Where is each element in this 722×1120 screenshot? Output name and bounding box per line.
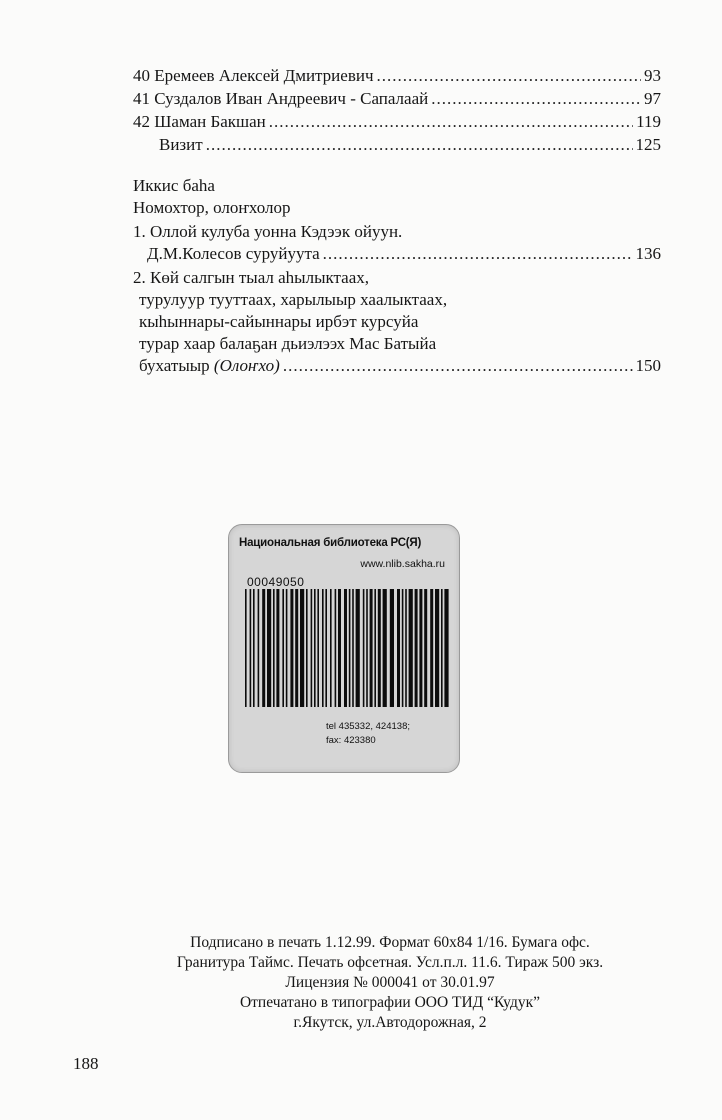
toc-item-1 (133, 222, 661, 266)
item-text: кыһыннары-сайыннары ирбэт курсуйа (139, 312, 419, 331)
barcode-bar (286, 589, 288, 707)
imprint-line: Гранитура Таймс. Печать офсетная. Усл.п.л. 11.6. Тираж 500 экз. (176, 954, 604, 971)
item-text: турулуур тууттаах, харылыыр хаалыктаах, (139, 290, 448, 309)
item-line (133, 312, 661, 334)
barcode-bar (349, 589, 351, 707)
section-title: Иккис баһа (133, 176, 215, 195)
toc-leader-dots (431, 89, 641, 109)
library-barcode-sticker (228, 524, 460, 773)
toc-entry-page: 136 (635, 244, 661, 263)
toc-item-2 (133, 268, 661, 378)
item-line (133, 334, 661, 356)
barcode-bar (253, 589, 255, 707)
item-genre: (Олоҥхо) (213, 356, 280, 375)
item-line (133, 222, 661, 244)
item-line (133, 268, 661, 290)
barcode-bar (390, 589, 394, 707)
toc-entry-title: 41 Суздалов Иван Андреевич - Сапалаай (133, 89, 429, 108)
library-fax: fax: 423380 (326, 735, 376, 746)
item-text: турар хаар балаҕан дьиэлээх Мас Батыйа (139, 334, 437, 353)
barcode-bar (419, 589, 422, 707)
library-url: www.nlib.sakha.ru (360, 558, 445, 570)
toc-entry-page: 150 (635, 356, 661, 375)
barcode-bar (378, 589, 381, 707)
toc-leader-dots (283, 356, 633, 376)
page-number: 188 (73, 1054, 99, 1073)
item-text: 1. Оллой кулуба уонна Кэдээк ойуун. (133, 222, 403, 241)
barcode-bar (322, 589, 324, 707)
barcode-bar (245, 589, 247, 707)
toc-entry (133, 66, 661, 89)
barcode-bar (311, 589, 313, 707)
imprint-line: Подписано в печать 1.12.99. Формат 60х84 1/16. Бумага офс. (190, 934, 590, 951)
barcode-bar (325, 589, 327, 707)
toc-entry-page: 93 (644, 66, 661, 85)
toc-entry (133, 89, 661, 112)
toc-entry-title: 42 Шаман Бакшан (133, 112, 266, 131)
item-text: 2. Көй салгын тыал аһылыктаах, (133, 268, 370, 287)
barcode-bar (370, 589, 373, 707)
toc-leader-dots (377, 66, 642, 86)
imprint-line: Лицензия № 000041 от 30.01.97 (285, 974, 495, 991)
barcode-bar (363, 589, 365, 707)
barcode-bar (444, 589, 448, 707)
barcode-bar (276, 589, 279, 707)
barcode-bar (330, 589, 332, 707)
toc-entry (133, 135, 661, 158)
barcode-bar (295, 589, 298, 707)
barcode-bar (374, 589, 376, 707)
barcode-bar (430, 589, 433, 707)
barcode-bar (335, 589, 337, 707)
barcode-bar (344, 589, 347, 707)
barcode-bar (383, 589, 387, 707)
table-of-contents (133, 66, 661, 158)
barcode-bar (366, 589, 368, 707)
barcode-bar (415, 589, 418, 707)
barcode-bar (306, 589, 308, 707)
barcode-bar (356, 589, 360, 707)
barcode-bar (409, 589, 413, 707)
toc-leader-dots (269, 112, 633, 132)
barcode-bar (338, 589, 341, 707)
barcode-bar (300, 589, 304, 707)
item-line (133, 356, 661, 378)
toc-section-two (133, 176, 661, 378)
barcode-number: 00049050 (247, 575, 305, 589)
barcode-bar (250, 589, 252, 707)
imprint-block (100, 934, 680, 1034)
toc-leader-dots (206, 135, 633, 155)
item-line (133, 244, 661, 266)
item-text: бухатыыр (139, 356, 214, 375)
toc-entry-title: Визит (159, 135, 203, 154)
section-subtitle: Номохтор, олоҥхолор (133, 198, 291, 217)
toc-entry-page: 119 (636, 112, 661, 131)
toc-entry-page: 97 (644, 89, 661, 108)
barcode-icon (245, 589, 449, 707)
item-text-group (139, 356, 280, 376)
barcode-bar (402, 589, 404, 707)
barcode-bar (314, 589, 316, 707)
item-line (133, 290, 661, 312)
imprint-line: г.Якутск, ул.Автодорожная, 2 (293, 1014, 487, 1031)
toc-entry-page: 125 (635, 135, 661, 154)
barcode-bar (290, 589, 293, 707)
barcode-bar (397, 589, 400, 707)
barcode-bar (424, 589, 427, 707)
barcode-bar (405, 589, 407, 707)
barcode-bar (435, 589, 439, 707)
barcode-bar (282, 589, 284, 707)
barcode-bar (352, 589, 354, 707)
library-name: Национальная библиотека РС(Я) (239, 537, 422, 549)
barcode-bar (258, 589, 260, 707)
barcode-bar (273, 589, 275, 707)
imprint-line: Отпечатано в типографии ООО ТИД “Кудук” (239, 994, 541, 1011)
toc-entry (133, 112, 661, 135)
toc-leader-dots (323, 244, 633, 264)
item-text: Д.М.Колесов суруйуута (147, 244, 320, 263)
library-tel: tel 435332, 424138; (326, 721, 410, 732)
toc-entry-title: 40 Еремеев Алексей Дмитриевич (133, 66, 374, 85)
barcode-bar (317, 589, 319, 707)
barcode-bar (267, 589, 271, 707)
barcode-bar (441, 589, 443, 707)
barcode-bar (262, 589, 265, 707)
